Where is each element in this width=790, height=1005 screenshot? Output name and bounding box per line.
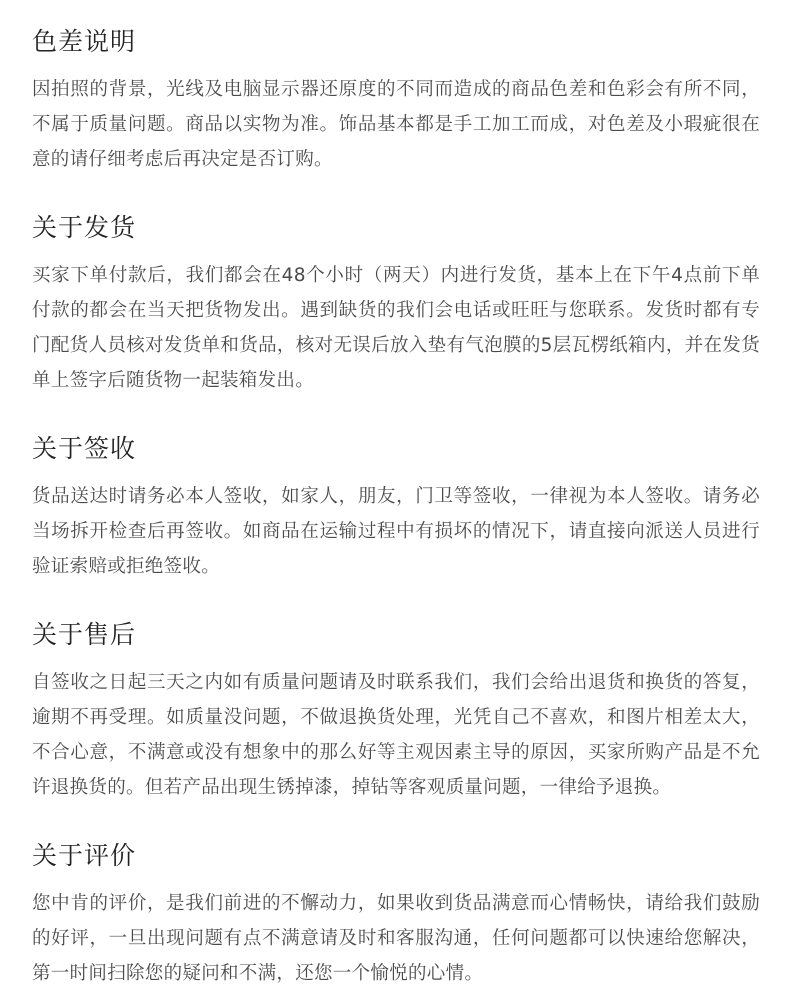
section-body: 您中肯的评价，是我们前进的不懈动力，如果收到货品满意而心情畅快，请给我们鼓励的好评，一旦出现问题有点不满意请及时和客服沟通，任何问题都可以快速给您解决，第一时间扫除您的疑问和不满，还您一个愉悦的心情。: [32, 893, 760, 984]
section-receipt: [32, 429, 760, 584]
section-shipping: [32, 208, 760, 398]
section-body: 自签收之日起三天之内如有质量问题请及时联系我们，我们会给出退货和换货的答复，逾期不再受理。如质量没问题，不做退换货处理，光凭自己不喜欢，和图片相差太大，不合心意，不满意或没有想象中的那么好等主观因素主导的原因，买家所购产品是不允许退换货的。但若产品出现生锈掉漆，掉钻等客观质量问题，一律给予退换。: [32, 672, 760, 798]
section-after-sales: [32, 615, 760, 805]
section-title: 关于评价: [32, 841, 137, 870]
section-body: 货品送达时请务必本人签收，如家人，朋友，门卫等签收，一律视为本人签收。请务必当场拆开检查后再签收。如商品在运输过程中有损坏的情况下，请直接向派送人员进行验证索赔或拒绝签收。: [32, 486, 760, 577]
section-title: 色差说明: [32, 27, 137, 56]
section-body: 因拍照的背景，光线及电脑显示器还原度的不同而造成的商品色差和色彩会有所不同，不属于质量问题。商品以实物为准。饰品基本都是手工加工而成，对色差及小瑕疵很在意的请仔细考虑后再决定是否订购。: [32, 79, 760, 170]
section-color-difference: [32, 22, 760, 177]
section-reviews: [32, 836, 760, 991]
section-body: 买家下单付款后，我们都会在48个小时（两天）内进行发货，基本上在下午4点前下单付款的都会在当天把货物发出。遇到缺货的我们会电话或旺旺与您联系。发货时都有专门配货人员核对发货单和货品，核对无误后放入垫有气泡膜的5层瓦楞纸箱内，并在发货单上签字后随货物一起装箱发出。: [32, 265, 760, 391]
section-title: 关于售后: [32, 620, 137, 649]
section-title: 关于发货: [32, 213, 137, 242]
section-title: 关于签收: [32, 434, 137, 463]
